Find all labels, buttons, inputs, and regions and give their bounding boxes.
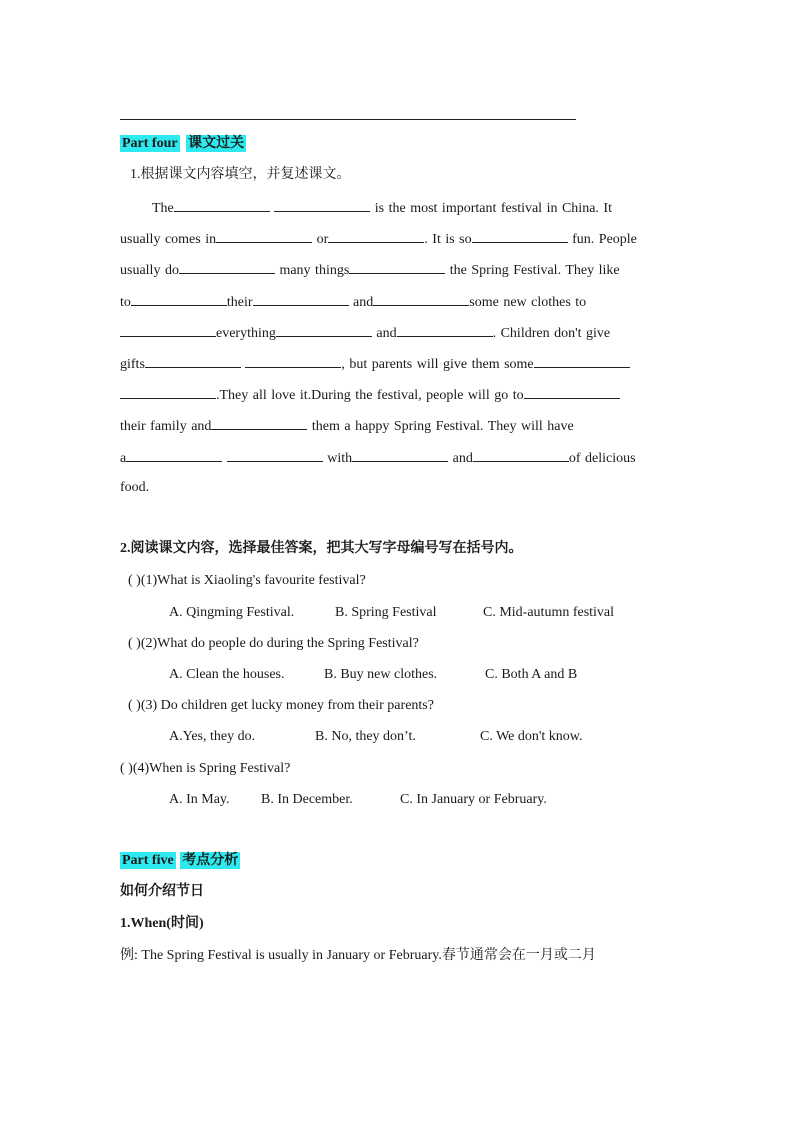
- passage-line-8: their family and them a happy Spring Festival. They will have: [120, 416, 574, 436]
- part-four-label-cn: 课文过关: [188, 136, 245, 151]
- passage-line-7: .They all love it.During the festival, people will go to: [120, 385, 620, 405]
- passage-line-5: everything and . Children don't give: [120, 323, 610, 343]
- passage-line-2: usually comes in or . It is so fun. People: [120, 229, 637, 249]
- option-b: B. Spring Festival: [335, 605, 437, 620]
- option-c: C. Mid-autumn festival: [483, 605, 615, 620]
- option-c: C. In January or February.: [400, 792, 547, 807]
- example-chinese: 春节通常会在一月或二月: [441, 948, 596, 963]
- option-b: B. In December.: [261, 792, 353, 807]
- option-a: A.Yes, they do.: [169, 729, 256, 744]
- option-a: A. Clean the houses.: [169, 667, 285, 682]
- blank[interactable]: [534, 354, 630, 368]
- point-when: 1.When(时间): [120, 916, 204, 931]
- passage-line-6: gifts , but parents will give them some: [120, 354, 630, 374]
- blank[interactable]: [472, 229, 568, 243]
- answer-bracket[interactable]: ( ): [128, 573, 141, 588]
- blank[interactable]: [373, 292, 469, 306]
- blank[interactable]: [131, 292, 227, 306]
- blank[interactable]: [211, 416, 307, 430]
- answer-bracket[interactable]: ( ): [128, 698, 141, 713]
- passage-line-3: usually do many things the Spring Festival. They like: [120, 260, 620, 280]
- blank[interactable]: [216, 229, 312, 243]
- part-five-subtitle: 如何介绍节日: [120, 884, 204, 899]
- task2-title: 2.阅读课文内容，选择最佳答案，把其大写字母编号写在括号内。: [120, 541, 523, 556]
- question-stem: [120, 760, 290, 778]
- blank[interactable]: [120, 323, 216, 337]
- option-b: B. Buy new clothes.: [324, 667, 438, 682]
- example-line: [120, 947, 596, 965]
- blank[interactable]: [126, 448, 222, 462]
- option-c: C. We don't know.: [480, 729, 583, 744]
- blank[interactable]: [145, 354, 241, 368]
- blank[interactable]: [274, 198, 370, 212]
- blank[interactable]: [397, 323, 493, 337]
- question-stem: [128, 697, 434, 715]
- blank[interactable]: [349, 260, 445, 274]
- passage-line-9: a with and of delicious: [120, 448, 636, 468]
- blank[interactable]: [245, 354, 341, 368]
- part-five-heading: [120, 852, 240, 870]
- example-prefix: 例:: [120, 948, 138, 963]
- top-rule: [120, 119, 576, 120]
- blank[interactable]: [174, 198, 270, 212]
- part-five-label-cn: 考点分析: [182, 853, 239, 868]
- question-stem: [128, 572, 366, 590]
- blank[interactable]: [352, 448, 448, 462]
- question-options: [169, 666, 578, 684]
- answer-bracket[interactable]: ( ): [128, 636, 141, 651]
- example-english: The Spring Festival is usually in January or February.: [141, 948, 442, 963]
- blank[interactable]: [227, 448, 323, 462]
- option-b: B. No, they don’t.: [315, 729, 416, 744]
- question-stem: [128, 635, 419, 653]
- option-a: A. Qingming Festival.: [169, 605, 295, 620]
- question-options: [169, 791, 547, 809]
- blank[interactable]: [328, 229, 424, 243]
- part-five-label-en: Part five: [122, 853, 174, 868]
- blank[interactable]: [120, 385, 216, 399]
- question-options: [169, 728, 583, 746]
- question-text: (3) Do children get lucky money from their parents?: [140, 698, 434, 713]
- option-c: C. Both A and B: [485, 667, 578, 682]
- question-text: (4)When is Spring Festival?: [132, 761, 291, 776]
- passage-line-10: food.: [120, 480, 150, 495]
- blank[interactable]: [179, 260, 275, 274]
- question-text: (1)What is Xiaoling's favourite festival?: [140, 573, 366, 588]
- answer-bracket[interactable]: ( ): [120, 761, 133, 776]
- passage-line-4: to their and some new clothes to: [120, 292, 586, 312]
- question-options: [169, 604, 615, 622]
- option-a: A. In May.: [169, 792, 230, 807]
- task1-title: 1.根据课文内容填空，并复述课文。: [130, 167, 351, 182]
- blank[interactable]: [524, 385, 620, 399]
- blank[interactable]: [253, 292, 349, 306]
- part-four-heading: [120, 135, 246, 153]
- blank[interactable]: [473, 448, 569, 462]
- part-four-label-en: Part four: [122, 136, 178, 151]
- question-text: (2)What do people do during the Spring Festival?: [140, 636, 419, 651]
- blank[interactable]: [276, 323, 372, 337]
- passage-line-1: The is the most important festival in China. It: [152, 198, 612, 218]
